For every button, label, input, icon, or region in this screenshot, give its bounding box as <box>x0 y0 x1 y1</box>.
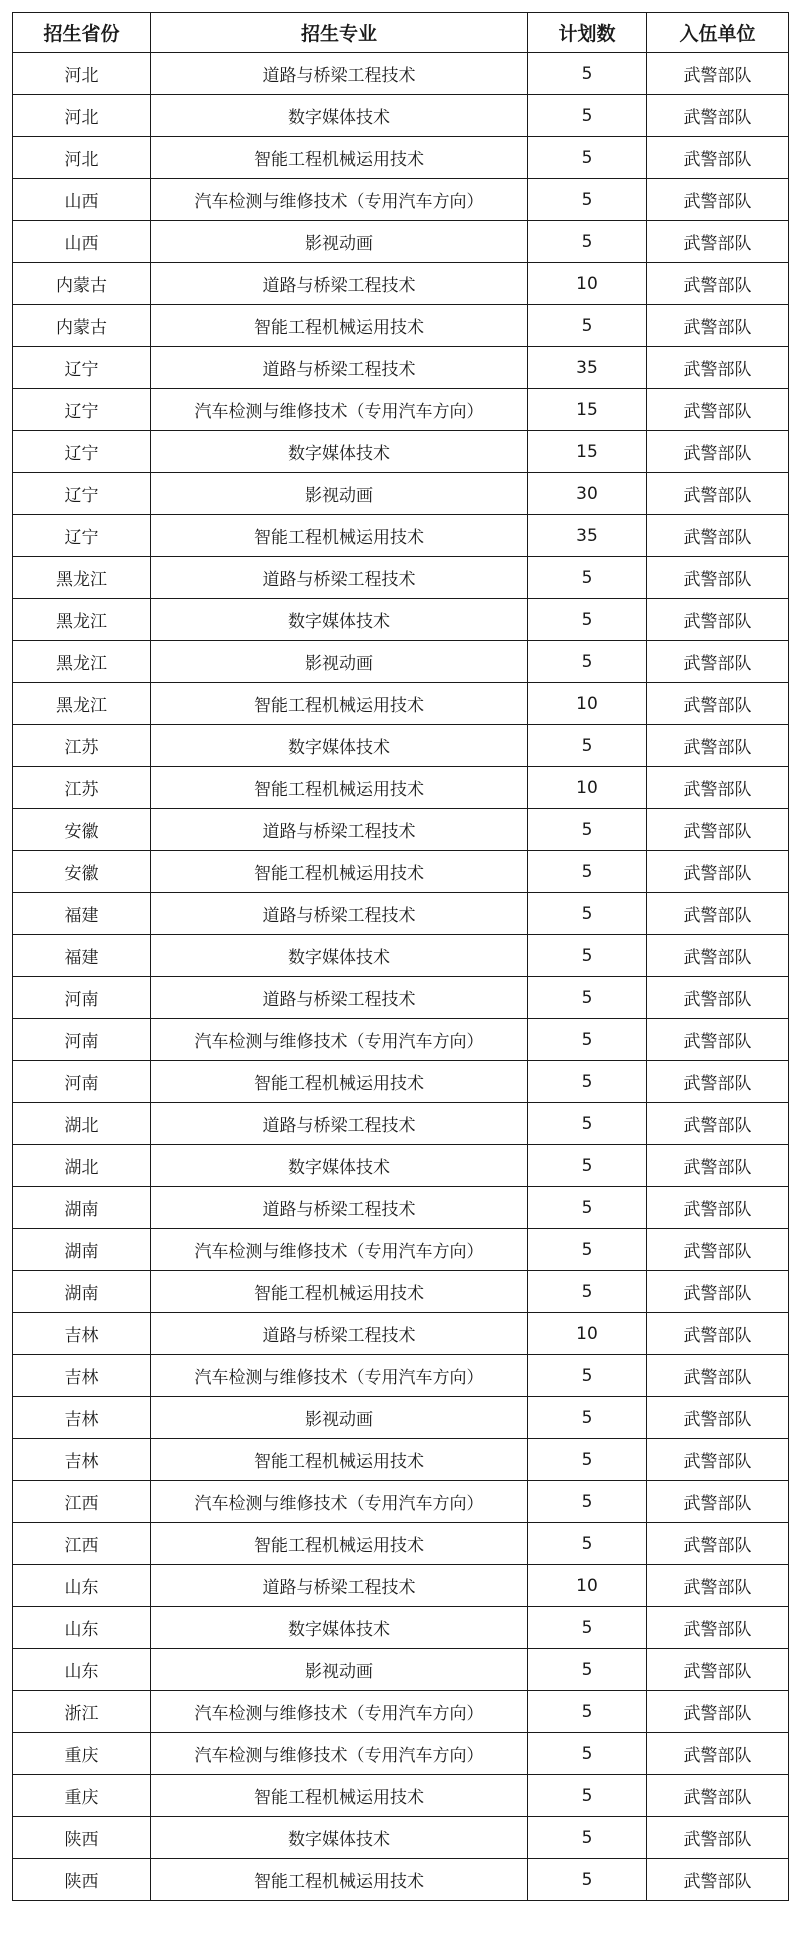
cell-province: 河南 <box>13 1061 151 1103</box>
cell-major: 智能工程机械运用技术 <box>151 1859 528 1901</box>
cell-plan-count: 5 <box>528 1733 647 1775</box>
cell-major: 汽车检测与维修技术（专用汽车方向） <box>151 1019 528 1061</box>
cell-plan-count: 5 <box>528 1019 647 1061</box>
cell-province: 吉林 <box>13 1313 151 1355</box>
cell-major: 智能工程机械运用技术 <box>151 1271 528 1313</box>
cell-plan-count: 5 <box>528 137 647 179</box>
cell-major: 影视动画 <box>151 1397 528 1439</box>
cell-major: 道路与桥梁工程技术 <box>151 53 528 95</box>
cell-enlist-unit: 武警部队 <box>647 473 789 515</box>
cell-plan-count: 30 <box>528 473 647 515</box>
cell-plan-count: 5 <box>528 1481 647 1523</box>
cell-province: 山东 <box>13 1649 151 1691</box>
cell-enlist-unit: 武警部队 <box>647 935 789 977</box>
cell-major: 数字媒体技术 <box>151 725 528 767</box>
cell-plan-count: 5 <box>528 1775 647 1817</box>
cell-province: 湖南 <box>13 1229 151 1271</box>
cell-province: 安徽 <box>13 851 151 893</box>
cell-major: 智能工程机械运用技术 <box>151 137 528 179</box>
cell-plan-count: 5 <box>528 935 647 977</box>
table-row <box>13 95 789 137</box>
cell-province: 吉林 <box>13 1397 151 1439</box>
cell-province: 黑龙江 <box>13 557 151 599</box>
cell-enlist-unit: 武警部队 <box>647 557 789 599</box>
table-row <box>13 1439 789 1481</box>
table-row <box>13 767 789 809</box>
cell-major: 道路与桥梁工程技术 <box>151 557 528 599</box>
header-row <box>13 13 789 53</box>
cell-enlist-unit: 武警部队 <box>647 851 789 893</box>
cell-plan-count: 5 <box>528 221 647 263</box>
cell-major: 道路与桥梁工程技术 <box>151 1103 528 1145</box>
cell-major: 汽车检测与维修技术（专用汽车方向） <box>151 1733 528 1775</box>
cell-province: 山西 <box>13 221 151 263</box>
cell-province: 河北 <box>13 137 151 179</box>
cell-enlist-unit: 武警部队 <box>647 893 789 935</box>
cell-plan-count: 5 <box>528 599 647 641</box>
cell-province: 湖南 <box>13 1187 151 1229</box>
cell-major: 智能工程机械运用技术 <box>151 1061 528 1103</box>
enrollment-plan-table <box>12 12 789 1901</box>
table-row <box>13 221 789 263</box>
cell-province: 重庆 <box>13 1775 151 1817</box>
cell-enlist-unit: 武警部队 <box>647 1355 789 1397</box>
cell-plan-count: 5 <box>528 1439 647 1481</box>
table-row <box>13 1355 789 1397</box>
cell-enlist-unit: 武警部队 <box>647 137 789 179</box>
cell-plan-count: 15 <box>528 431 647 473</box>
cell-province: 山西 <box>13 179 151 221</box>
table-row <box>13 1733 789 1775</box>
cell-major: 数字媒体技术 <box>151 599 528 641</box>
cell-province: 河南 <box>13 977 151 1019</box>
cell-major: 智能工程机械运用技术 <box>151 851 528 893</box>
cell-enlist-unit: 武警部队 <box>647 305 789 347</box>
cell-enlist-unit: 武警部队 <box>647 725 789 767</box>
cell-plan-count: 5 <box>528 1817 647 1859</box>
cell-major: 智能工程机械运用技术 <box>151 1439 528 1481</box>
cell-plan-count: 5 <box>528 1397 647 1439</box>
cell-enlist-unit: 武警部队 <box>647 1313 789 1355</box>
cell-major: 道路与桥梁工程技术 <box>151 977 528 1019</box>
cell-province: 辽宁 <box>13 389 151 431</box>
cell-major: 汽车检测与维修技术（专用汽车方向） <box>151 1229 528 1271</box>
table-row <box>13 137 789 179</box>
cell-enlist-unit: 武警部队 <box>647 389 789 431</box>
table-row <box>13 1397 789 1439</box>
cell-plan-count: 15 <box>528 389 647 431</box>
cell-plan-count: 5 <box>528 557 647 599</box>
cell-major: 数字媒体技术 <box>151 431 528 473</box>
header-major: 招生专业 <box>151 13 528 53</box>
cell-enlist-unit: 武警部队 <box>647 599 789 641</box>
table-row <box>13 851 789 893</box>
cell-province: 福建 <box>13 935 151 977</box>
cell-province: 河北 <box>13 53 151 95</box>
cell-province: 湖北 <box>13 1103 151 1145</box>
cell-enlist-unit: 武警部队 <box>647 1397 789 1439</box>
cell-plan-count: 10 <box>528 263 647 305</box>
cell-province: 内蒙古 <box>13 263 151 305</box>
cell-plan-count: 5 <box>528 1229 647 1271</box>
cell-plan-count: 5 <box>528 1691 647 1733</box>
cell-major: 道路与桥梁工程技术 <box>151 263 528 305</box>
table-row <box>13 389 789 431</box>
cell-plan-count: 10 <box>528 683 647 725</box>
table-row <box>13 599 789 641</box>
table-row <box>13 725 789 767</box>
cell-major: 数字媒体技术 <box>151 95 528 137</box>
cell-major: 数字媒体技术 <box>151 1145 528 1187</box>
cell-plan-count: 5 <box>528 1607 647 1649</box>
cell-plan-count: 5 <box>528 977 647 1019</box>
cell-major: 数字媒体技术 <box>151 1817 528 1859</box>
table-row <box>13 1145 789 1187</box>
cell-province: 江苏 <box>13 767 151 809</box>
cell-enlist-unit: 武警部队 <box>647 641 789 683</box>
table-row <box>13 1523 789 1565</box>
cell-province: 山东 <box>13 1607 151 1649</box>
cell-enlist-unit: 武警部队 <box>647 683 789 725</box>
cell-enlist-unit: 武警部队 <box>647 1817 789 1859</box>
table-row <box>13 1187 789 1229</box>
cell-province: 辽宁 <box>13 515 151 557</box>
cell-plan-count: 35 <box>528 515 647 557</box>
cell-enlist-unit: 武警部队 <box>647 179 789 221</box>
cell-plan-count: 5 <box>528 1145 647 1187</box>
cell-major: 道路与桥梁工程技术 <box>151 1313 528 1355</box>
table-row <box>13 179 789 221</box>
cell-enlist-unit: 武警部队 <box>647 95 789 137</box>
cell-province: 黑龙江 <box>13 641 151 683</box>
cell-province: 黑龙江 <box>13 683 151 725</box>
cell-enlist-unit: 武警部队 <box>647 1271 789 1313</box>
table-row <box>13 431 789 473</box>
table-row <box>13 305 789 347</box>
cell-enlist-unit: 武警部队 <box>647 809 789 851</box>
cell-major: 智能工程机械运用技术 <box>151 683 528 725</box>
cell-province: 黑龙江 <box>13 599 151 641</box>
cell-province: 江西 <box>13 1523 151 1565</box>
cell-enlist-unit: 武警部队 <box>647 1187 789 1229</box>
cell-plan-count: 10 <box>528 1313 647 1355</box>
table-row <box>13 1271 789 1313</box>
table-row <box>13 977 789 1019</box>
cell-province: 安徽 <box>13 809 151 851</box>
cell-major: 汽车检测与维修技术（专用汽车方向） <box>151 1691 528 1733</box>
cell-plan-count: 5 <box>528 809 647 851</box>
cell-major: 道路与桥梁工程技术 <box>151 347 528 389</box>
cell-enlist-unit: 武警部队 <box>647 1733 789 1775</box>
table-row <box>13 809 789 851</box>
cell-plan-count: 5 <box>528 1355 647 1397</box>
cell-province: 福建 <box>13 893 151 935</box>
cell-major: 道路与桥梁工程技术 <box>151 1187 528 1229</box>
cell-province: 辽宁 <box>13 347 151 389</box>
table-row <box>13 1061 789 1103</box>
table-row <box>13 683 789 725</box>
table-row <box>13 1019 789 1061</box>
cell-plan-count: 35 <box>528 347 647 389</box>
cell-province: 江西 <box>13 1481 151 1523</box>
cell-plan-count: 10 <box>528 1565 647 1607</box>
cell-enlist-unit: 武警部队 <box>647 263 789 305</box>
cell-plan-count: 5 <box>528 1859 647 1901</box>
cell-enlist-unit: 武警部队 <box>647 1565 789 1607</box>
table-row <box>13 935 789 977</box>
header-province: 招生省份 <box>13 13 151 53</box>
cell-enlist-unit: 武警部队 <box>647 767 789 809</box>
cell-province: 河南 <box>13 1019 151 1061</box>
cell-major: 智能工程机械运用技术 <box>151 767 528 809</box>
table-row <box>13 1103 789 1145</box>
table-row <box>13 515 789 557</box>
cell-plan-count: 5 <box>528 179 647 221</box>
cell-major: 智能工程机械运用技术 <box>151 305 528 347</box>
cell-plan-count: 5 <box>528 851 647 893</box>
table-row <box>13 1481 789 1523</box>
cell-plan-count: 5 <box>528 1523 647 1565</box>
cell-enlist-unit: 武警部队 <box>647 1439 789 1481</box>
header-plan-count: 计划数 <box>528 13 647 53</box>
cell-province: 重庆 <box>13 1733 151 1775</box>
cell-plan-count: 5 <box>528 1103 647 1145</box>
cell-enlist-unit: 武警部队 <box>647 1859 789 1901</box>
cell-major: 影视动画 <box>151 1649 528 1691</box>
cell-major: 汽车检测与维修技术（专用汽车方向） <box>151 1355 528 1397</box>
cell-enlist-unit: 武警部队 <box>647 1523 789 1565</box>
cell-enlist-unit: 武警部队 <box>647 1145 789 1187</box>
cell-province: 河北 <box>13 95 151 137</box>
table-row <box>13 263 789 305</box>
cell-province: 吉林 <box>13 1439 151 1481</box>
cell-major: 汽车检测与维修技术（专用汽车方向） <box>151 389 528 431</box>
cell-plan-count: 10 <box>528 767 647 809</box>
cell-enlist-unit: 武警部队 <box>647 977 789 1019</box>
cell-major: 智能工程机械运用技术 <box>151 1775 528 1817</box>
cell-enlist-unit: 武警部队 <box>647 1061 789 1103</box>
table-row <box>13 1817 789 1859</box>
cell-major: 道路与桥梁工程技术 <box>151 1565 528 1607</box>
cell-province: 吉林 <box>13 1355 151 1397</box>
cell-enlist-unit: 武警部队 <box>647 53 789 95</box>
table-row <box>13 347 789 389</box>
table-row <box>13 1649 789 1691</box>
cell-province: 陕西 <box>13 1859 151 1901</box>
cell-enlist-unit: 武警部队 <box>647 515 789 557</box>
cell-enlist-unit: 武警部队 <box>647 1691 789 1733</box>
cell-plan-count: 5 <box>528 893 647 935</box>
table-header <box>13 13 789 53</box>
cell-major: 影视动画 <box>151 641 528 683</box>
table-row <box>13 53 789 95</box>
cell-plan-count: 5 <box>528 305 647 347</box>
table-row <box>13 1229 789 1271</box>
table-body <box>13 53 789 1901</box>
cell-province: 浙江 <box>13 1691 151 1733</box>
table-row <box>13 641 789 683</box>
cell-province: 湖南 <box>13 1271 151 1313</box>
cell-enlist-unit: 武警部队 <box>647 1649 789 1691</box>
cell-plan-count: 5 <box>528 1061 647 1103</box>
table-row <box>13 1313 789 1355</box>
cell-province: 辽宁 <box>13 473 151 515</box>
cell-major: 道路与桥梁工程技术 <box>151 893 528 935</box>
cell-enlist-unit: 武警部队 <box>647 431 789 473</box>
cell-province: 辽宁 <box>13 431 151 473</box>
cell-major: 汽车检测与维修技术（专用汽车方向） <box>151 179 528 221</box>
cell-major: 影视动画 <box>151 473 528 515</box>
cell-major: 智能工程机械运用技术 <box>151 515 528 557</box>
cell-enlist-unit: 武警部队 <box>647 1775 789 1817</box>
cell-plan-count: 5 <box>528 53 647 95</box>
cell-province: 内蒙古 <box>13 305 151 347</box>
cell-enlist-unit: 武警部队 <box>647 1103 789 1145</box>
cell-plan-count: 5 <box>528 1271 647 1313</box>
cell-province: 山东 <box>13 1565 151 1607</box>
cell-enlist-unit: 武警部队 <box>647 1607 789 1649</box>
cell-enlist-unit: 武警部队 <box>647 1019 789 1061</box>
cell-province: 江苏 <box>13 725 151 767</box>
cell-major: 智能工程机械运用技术 <box>151 1523 528 1565</box>
cell-province: 陕西 <box>13 1817 151 1859</box>
cell-enlist-unit: 武警部队 <box>647 1481 789 1523</box>
table-row <box>13 473 789 515</box>
table-row <box>13 1691 789 1733</box>
cell-province: 湖北 <box>13 1145 151 1187</box>
table-row <box>13 557 789 599</box>
header-enlist-unit: 入伍单位 <box>647 13 789 53</box>
cell-major: 道路与桥梁工程技术 <box>151 809 528 851</box>
table-row <box>13 893 789 935</box>
cell-plan-count: 5 <box>528 725 647 767</box>
cell-major: 数字媒体技术 <box>151 1607 528 1649</box>
cell-plan-count: 5 <box>528 1649 647 1691</box>
cell-major: 影视动画 <box>151 221 528 263</box>
cell-major: 数字媒体技术 <box>151 935 528 977</box>
table-row <box>13 1859 789 1901</box>
cell-enlist-unit: 武警部队 <box>647 347 789 389</box>
cell-major: 汽车检测与维修技术（专用汽车方向） <box>151 1481 528 1523</box>
table-row <box>13 1607 789 1649</box>
cell-plan-count: 5 <box>528 641 647 683</box>
cell-enlist-unit: 武警部队 <box>647 1229 789 1271</box>
table-row <box>13 1775 789 1817</box>
cell-plan-count: 5 <box>528 95 647 137</box>
cell-plan-count: 5 <box>528 1187 647 1229</box>
table-row <box>13 1565 789 1607</box>
cell-enlist-unit: 武警部队 <box>647 221 789 263</box>
